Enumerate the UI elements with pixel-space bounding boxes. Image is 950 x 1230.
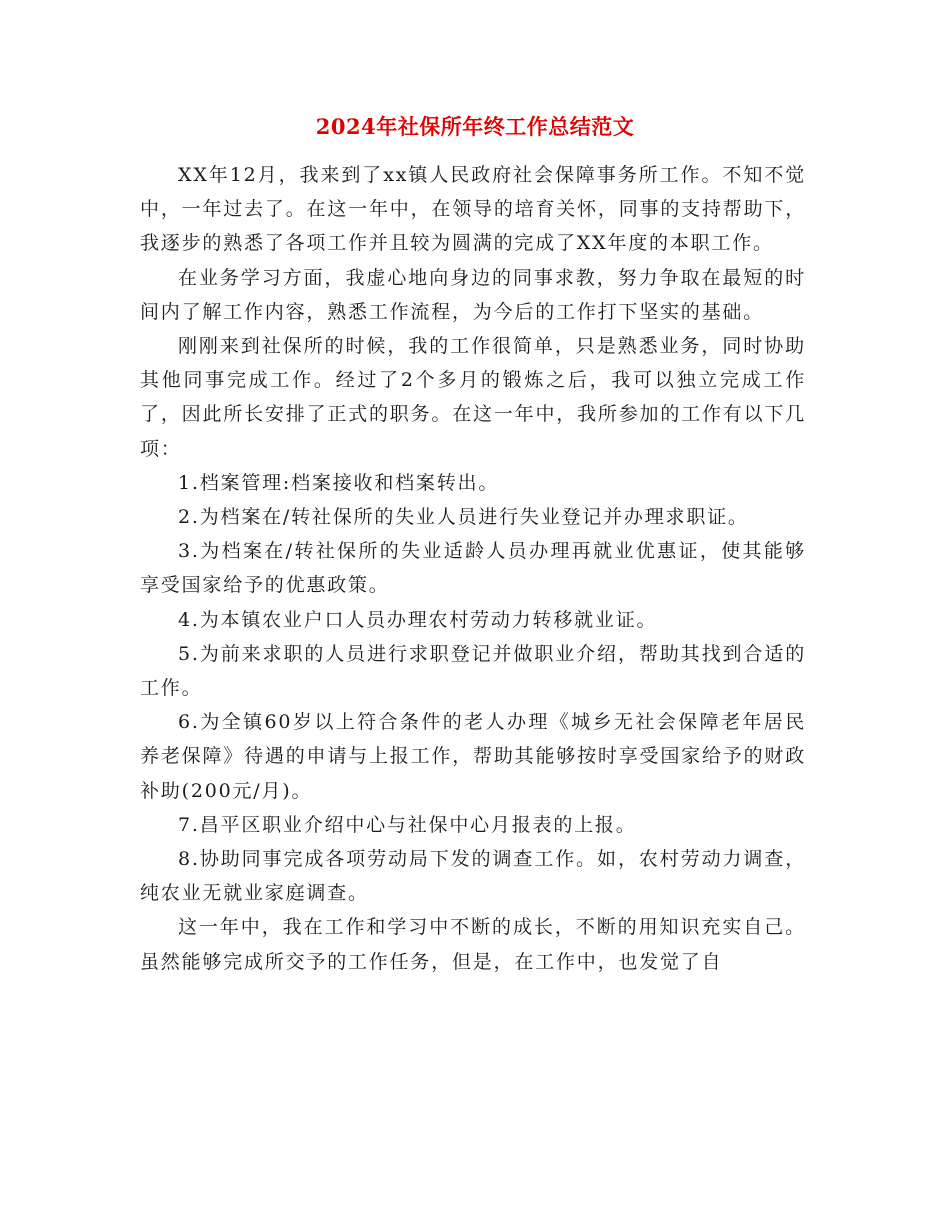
- document-title: 2024年社保所年终工作总结范文: [315, 114, 635, 139]
- paragraph-intro: XX年12月，我来到了xx镇人民政府社会保障事务所工作。不知不觉中，一年过去了。在这一年中，在领导的培育关怀，同事的支持帮助下，我逐步的熟悉了各项工作并且较为圆满的完成了XX年度的本职工作。: [140, 164, 806, 255]
- paragraph-work-overview: 刚刚来到社保所的时候，我的工作很简单，只是熟悉业务，同时协助其他同事完成工作。经过了2个多月的锻炼之后，我可以独立完成工作了，因此所长安排了正式的职务。在这一年中，我所参加的工作有以下几项：: [140, 335, 806, 460]
- list-item-5: 5.为前来求职的人员进行求职登记并做职业介绍，帮助其找到合适的工作。: [140, 642, 806, 700]
- list-item-8: 8.协助同事完成各项劳动局下发的调查工作。如，农村劳动力调查，纯农业无就业家庭调查。: [140, 848, 806, 905]
- list-item-4: 4.为本镇农业户口人员办理农村劳动力转移就业证。: [178, 608, 658, 631]
- paragraph-reflection: 这一年中，我在工作和学习中不断的成长，不断的用知识充实自己。虽然能够完成所交予的工作任务，但是，在工作中，也发觉了自: [140, 916, 806, 973]
- list-item-6: 6.为全镇60岁以上符合条件的老人办理《城乡无社会保障老年居民养老保障》待遇的申请与上报工作，帮助其能够按时享受国家给予的财政补助(200元/月)。: [140, 711, 806, 802]
- list-item-1: 1.档案管理:档案接收和档案转出。: [178, 471, 500, 494]
- paragraph-study: 在业务学习方面，我虚心地向身边的同事求教，努力争取在最短的时间内了解工作内容，熟悉工作流程，为今后的工作打下坚实的基础。: [140, 266, 806, 323]
- list-item-7: 7.昌平区职业介绍中心与社保中心月报表的上报。: [178, 813, 637, 836]
- document-body: [140, 158, 806, 979]
- list-item-3: 3.为档案在/转社保所的失业适龄人员办理再就业优惠证，使其能够享受国家给予的优惠政策。: [140, 540, 806, 597]
- list-item-2: 2.为档案在/转社保所的失业人员进行失业登记并办理求职证。: [178, 506, 749, 529]
